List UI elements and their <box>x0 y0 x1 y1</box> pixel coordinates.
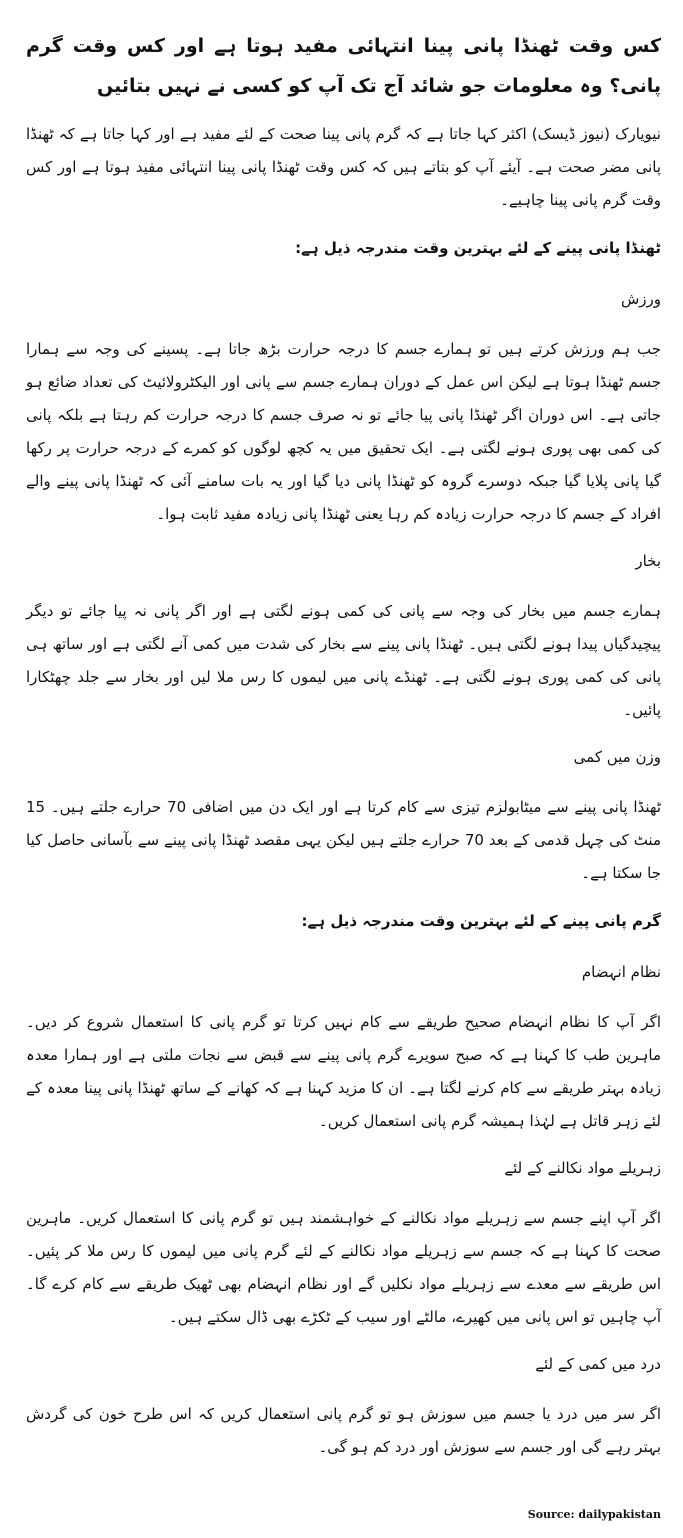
article-title: کس وقت ٹھنڈا پانی پینا انتہائی مفید ہوتا ہے اور کس وقت گرم پانی؟ وہ معلومات جو شائد آج تک آپ کو کسی نے نہیں بتائیں <box>26 35 661 97</box>
section-heading-detox: زہریلے مواد نکالنے کے لئے <box>504 1159 661 1177</box>
cold-water-intro: ٹھنڈا پانی پینے کے لئے بہترین وقت مندرجہ ذیل ہے: <box>295 239 661 257</box>
hot-water-intro: گرم پانی پینے کے لئے بہترین وقت مندرجہ ذیل ہے: <box>301 912 661 930</box>
section-body-pain-relief: اگر سر میں درد یا جسم میں سوزش ہو تو گرم پانی استعمال کریں کہ اس طرح خون کی گردش بہتر رہے گی اور جسم سے سوزش اور درد کم ہو گی۔ <box>26 1405 661 1456</box>
section-body-digestion: اگر آپ کا نظام انہضام صحیح طریقے سے کام نہیں کرتا تو گرم پانی کا استعمال شروع کر دیں۔ ماہرین طب کا کہنا ہے کہ صبح سویرے گرم پانی پینے سے قبض سے نجات ملتی ہے اور ہمارا معدہ زیادہ بہتر طریقے سے کام کرنے لگتا ہے۔ ان کا مزید کہنا ہے کہ کھانے کے ساتھ ٹھنڈا پانی پینا معدہ کے لئے زہر قاتل ہے لہٰذا ہمیشہ گرم پانی استعمال کریں۔ <box>26 1013 661 1130</box>
section-heading-pain-relief: درد میں کمی کے لئے <box>535 1355 661 1373</box>
section-heading-weight-loss: وزن میں کمی <box>573 748 661 766</box>
source-credit: Source: dailypakistan <box>527 1508 661 1521</box>
section-body-weight-loss: ٹھنڈا پانی پینے سے میٹابولزم تیزی سے کام کرتا ہے اور ایک دن میں اضافی 70 حرارے جلتے ہیں۔ 15 منٹ کی چہل قدمی کے بعد 70 حرارے جلتے ہیں لیکن یہی مقصد ٹھنڈا پانی پینے سے بآسانی حاصل کیا جا سکتا ہے۔ <box>26 798 661 882</box>
intro-paragraph: نیویارک (نیوز ڈیسک) اکثر کہا جاتا ہے کہ گرم پانی پینا صحت کے لئے مفید ہے اور کہا جاتا ہے کہ ٹھنڈا پانی مضر صحت ہے۔ آیئے آپ کو بتاتے ہیں کہ کس وقت ٹھنڈا پانی پینا انتہائی مفید ہوتا ہے اور کس وقت گرم پانی پینا چاہیے۔ <box>26 125 661 209</box>
section-body-detox: اگر آپ اپنے جسم سے زہریلے مواد نکالنے کے خواہشمند ہیں تو گرم پانی کا استعمال کریں۔ ماہرین صحت کا کہنا ہے کہ جسم سے زہریلے مواد نکالنے کے لئے گرم پانی میں لیموں کا رس ملا کر پئیں۔ اس طریقے سے معدے سے زہریلے مواد نکلیں گے اور نظام انہضام بھی ٹھیک طریقے سے کام کرے گا۔ آپ چاہیں تو اس پانی میں کھیرے، مالٹے اور سیب کے ٹکڑے بھی ڈال سکتے ہیں۔ <box>26 1209 661 1326</box>
section-heading-exercise: ورزش <box>620 290 661 308</box>
section-body-fever: ہمارے جسم میں بخار کی وجہ سے پانی کی کمی ہونے لگتی ہے اور اگر پانی نہ پیا جائے تو دیگر پیچیدگیاں پیدا ہونے لگتی ہیں۔ ٹھنڈا پانی پینے سے بخار کی شدت میں کمی آنے لگتی ہے اور ساتھ ہی پانی کی کمی پوری ہونے لگتی ہے۔ ٹھنڈے پانی میں لیموں کا رس ملا لیں اور بخار سے جلد چھٹکارا پائیں۔ <box>26 602 661 719</box>
section-heading-fever: بخار <box>635 552 661 570</box>
article <box>26 26 661 1480</box>
section-heading-digestion: نظام انہضام <box>581 963 661 981</box>
section-body-exercise: جب ہم ورزش کرتے ہیں تو ہمارے جسم کا درجہ حرارت بڑھ جاتا ہے۔ پسینے کی وجہ سے ہمارا جسم ٹھنڈا ہوتا ہے لیکن اس عمل کے دوران ہمارے جسم سے پانی اور الیکٹرولائیٹ کی تعداد ضائع ہو جاتی ہے۔ اس دوران اگر ٹھنڈا پانی پیا جائے تو نہ صرف جسم کا درجہ حرارت کم رہتا ہے بلکہ پانی کی کمی بھی پوری ہونے لگتی ہے۔ ایک تحقیق میں یہ کچھ لوگوں کو کمرے کے درجہ حرارت پر رکھا گیا پانی پلایا گیا جبکہ دوسرے گروہ کو ٹھنڈا پانی دیا گیا اور یہ بات سامنے آئی کہ ٹھنڈا پانی پینے والے افراد کے جسم کا درجہ حرارت زیادہ کم رہا یعنی ٹھنڈا پانی زیادہ مفید ثابت ہوا۔ <box>26 340 661 523</box>
